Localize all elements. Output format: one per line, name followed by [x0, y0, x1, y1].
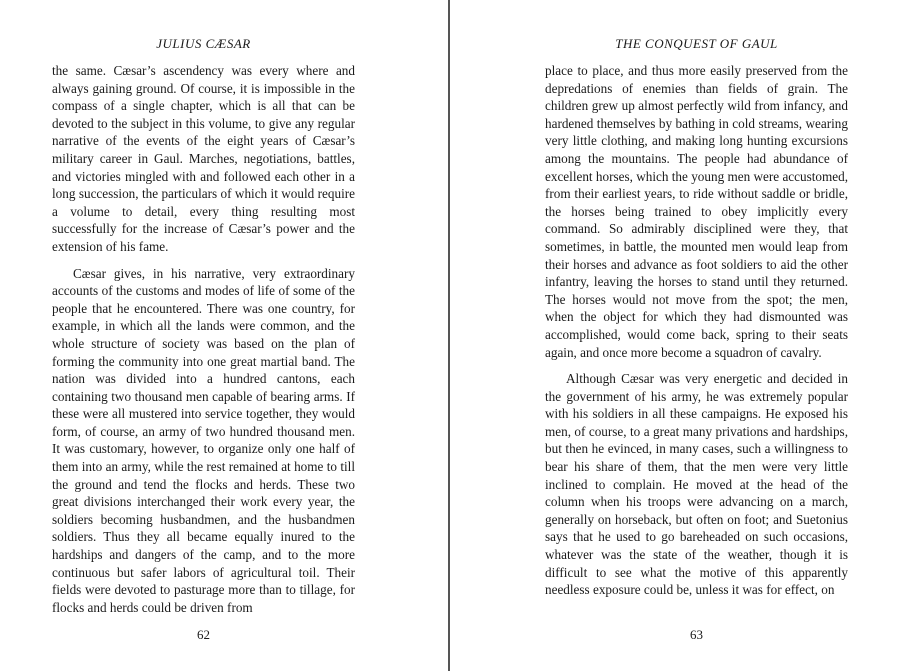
right-page: [545, 0, 848, 671]
right-paragraph-2: Although Cæsar was very energetic and decided in the government of his army, he was extremely popular with his soldiers in all these campaigns. He exposed his men, of course, to a great many privations and hardships, but then he evinced, in many cases, such a willingness to bear his share of them, that the men were very little inclined to complain. He moved at the head of the column when his troops were advancing on a march, generally on horseback, but often on foot; and Suetonius says that he used to go bareheaded on such occasions, whatever was the state of the weather, though it is difficult to see what the motive of this apparently needless exposure could be, unless it was for effect, on: [545, 371, 848, 598]
right-body-text: [545, 62, 848, 599]
right-page-number: 63: [690, 627, 703, 642]
right-paragraph-1: place to place, and thus more easily preserved from the depredations of enemies than fields of grain. The children grew up almost perfectly wild from infancy, and hardened themselves by bathing in cold streams, wearing very little clothing, and making long hunting excursions among the mountains. The people had abundance of excellent horses, which the young men were accustomed, from their earliest years, to ride without saddle or bridle, the horses being trained to obey implicitly every command. So admirably disciplined were they, that sometimes, in battle, the mounted men would leap from their horses and advance as foot soldiers to aid the other infantry, leaving the horses to stand until they returned. The horses would not move from the spot; the men, when the object for which they had dismounted was accomplished, would come back, spring to their seats again, and once more become a squadron of cavalry.: [545, 63, 848, 360]
left-paragraph-1: the same. Cæsar’s ascendency was every where and always gaining ground. Of course, it is impossible in the compass of a single chapter, which is all that can be devoted to the subject in this volume, to give any regular narrative of the events of the eight years of Cæsar’s military career in Gaul. Marches, negotiations, battles, and victories mingled with and followed each other in a long succession, the particulars of which it would require a volume to detail, every thing resulting most successfully for the increase of Cæsar’s power and the extension of his fame.: [52, 63, 355, 254]
right-running-head: THE CONQUEST OF GAUL: [615, 36, 778, 51]
left-page: [52, 0, 355, 671]
left-running-head: JULIUS CÆSAR: [156, 36, 251, 51]
left-page-number: 62: [197, 627, 210, 642]
left-body-text: [52, 62, 355, 616]
gutter-divider: [448, 0, 450, 671]
left-paragraph-2: Cæsar gives, in his narrative, very extraordinary accounts of the customs and modes of life of some of the people that he encountered. There was one country, for example, in which all the lands were common, and the whole structure of society was based on the plan of forming the community into one great martial band. The nation was divided into a hundred cantons, each containing two thousand men capable of bearing arms. If these were all mustered into service together, they would form, of course, an army of two hundred thousand men. It was customary, however, to organize only one half of them into an army, while the rest remained at home to till the ground and tend the flocks and herds. These two great divisions interchanged their work every year, the soldiers becoming husbandmen, and the husbandmen soldiers. Thus they all became equally inured to the hardships and dangers of the camp, and to the more continuous but safer labors of agricultural toil. Their fields were devoted to pasturage more than to tillage, for flocks and herds could be driven from: [52, 265, 355, 615]
